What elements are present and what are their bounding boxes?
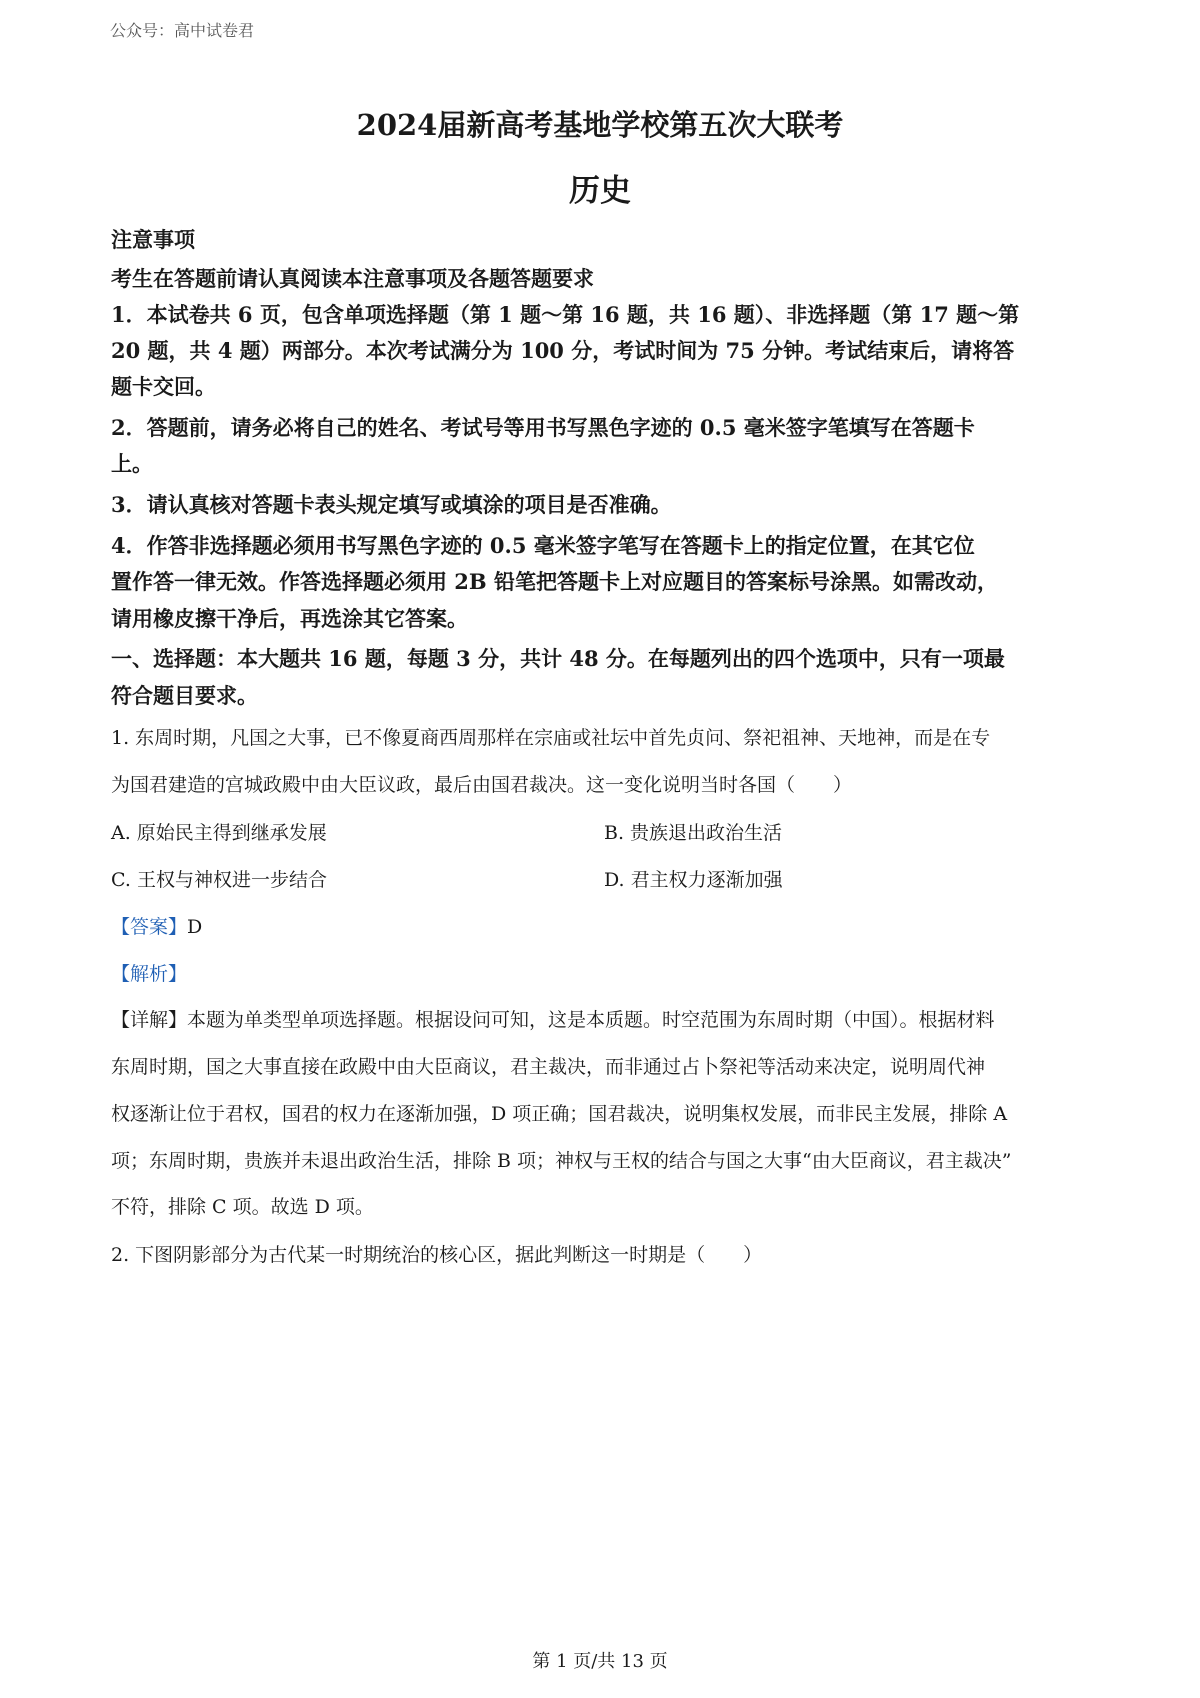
section-heading: 一、选择题：本大题共 16 题，每题 3 分，共计 48 分。在每题列出的四个选项中，只有一项最: [111, 646, 1005, 671]
subject-title: 历史: [569, 173, 631, 209]
answer-tag: 【答案】: [111, 916, 188, 938]
notice-line: 请用橡皮擦干净后，再选涂其它答案。: [111, 606, 468, 631]
option-a: A. 原始民主得到继承发展: [111, 822, 327, 844]
answer-line: [111, 912, 202, 939]
option-c: C. 王权与神权进一步结合: [111, 869, 327, 891]
option-d: D. 君主权力逐渐加强: [604, 869, 783, 891]
detail-line: 权逐渐让位于君权，国君的权力在逐渐加强，D 项正确；国君裁决，说明集权发展，而非民主发展，排除 A: [111, 1103, 1008, 1125]
analysis-tag: 【解析】: [111, 963, 188, 985]
notice-line: 20 题，共 4 题）两部分。本次考试满分为 100 分，考试时间为 75 分钟。考试结束后，请将答: [111, 338, 1015, 363]
answer-value: D: [187, 916, 203, 938]
question-1-stem: 1. 东周时期，凡国之大事，已不像夏商西周那样在宗庙或社坛中首先贞问、祭祀祖神、天地神，而是在专: [111, 727, 991, 749]
detail-line: 不符，排除 C 项。故选 D 项。: [111, 1196, 374, 1218]
detail-line: 东周时期，国之大事直接在政殿中由大臣商议，君主裁决，而非通过占卜祭祀等活动来决定，说明周代神: [111, 1056, 986, 1078]
notice-line: 置作答一律无效。作答选择题必须用 2B 铅笔把答题卡上对应题目的答案标号涂黑。如需改动，: [111, 569, 998, 594]
page-number: 第 1 页/共 13 页: [532, 1651, 668, 1672]
notice-line: 3．请认真核对答题卡表头规定填写或填涂的项目是否准确。: [111, 492, 672, 517]
exam-title: 2024届新高考基地学校第五次大联考: [356, 108, 844, 142]
detail-line: 项；东周时期，贵族并未退出政治生活，排除 B 项；神权与王权的结合与国之大事“由大臣商议，君主裁决”: [111, 1150, 1012, 1172]
option-b: B. 贵族退出政治生活: [604, 822, 783, 844]
detail-line: 【详解】本题为单类型单项选择题。根据设问可知，这是本质题。时空范围为东周时期（中国）。根据材料: [111, 1009, 995, 1031]
analysis-line: [111, 959, 187, 986]
notice-heading: 注意事项: [111, 227, 195, 252]
notice-line: 题卡交回。: [111, 374, 216, 399]
notice-line: 2．答题前，请务必将自己的姓名、考试号等用书写黑色字迹的 0.5 毫米签字笔填写在答题卡: [111, 415, 975, 440]
notice-intro: 考生在答题前请认真阅读本注意事项及各题答题要求: [111, 266, 594, 291]
notice-line: 4．作答非选择题必须用书写黑色字迹的 0.5 毫米签字笔写在答题卡上的指定位置，在其它位: [111, 533, 975, 558]
watermark-text: 公众号：高中试卷君: [110, 21, 255, 40]
notice-line: 上。: [111, 451, 153, 476]
question-1-stem: 为国君建造的宫城政殿中由大臣议政，最后由国君裁决。这一变化说明当时各国（ ）: [111, 774, 853, 796]
section-heading: 符合题目要求。: [111, 683, 258, 708]
question-2-stem: 2. 下图阴影部分为古代某一时期统治的核心区，据此判断这一时期是（ ）: [111, 1244, 763, 1266]
notice-line: 1．本试卷共 6 页，包含单项选择题（第 1 题～第 16 题，共 16 题）、非选择题（第 17 题～第: [111, 302, 1020, 327]
